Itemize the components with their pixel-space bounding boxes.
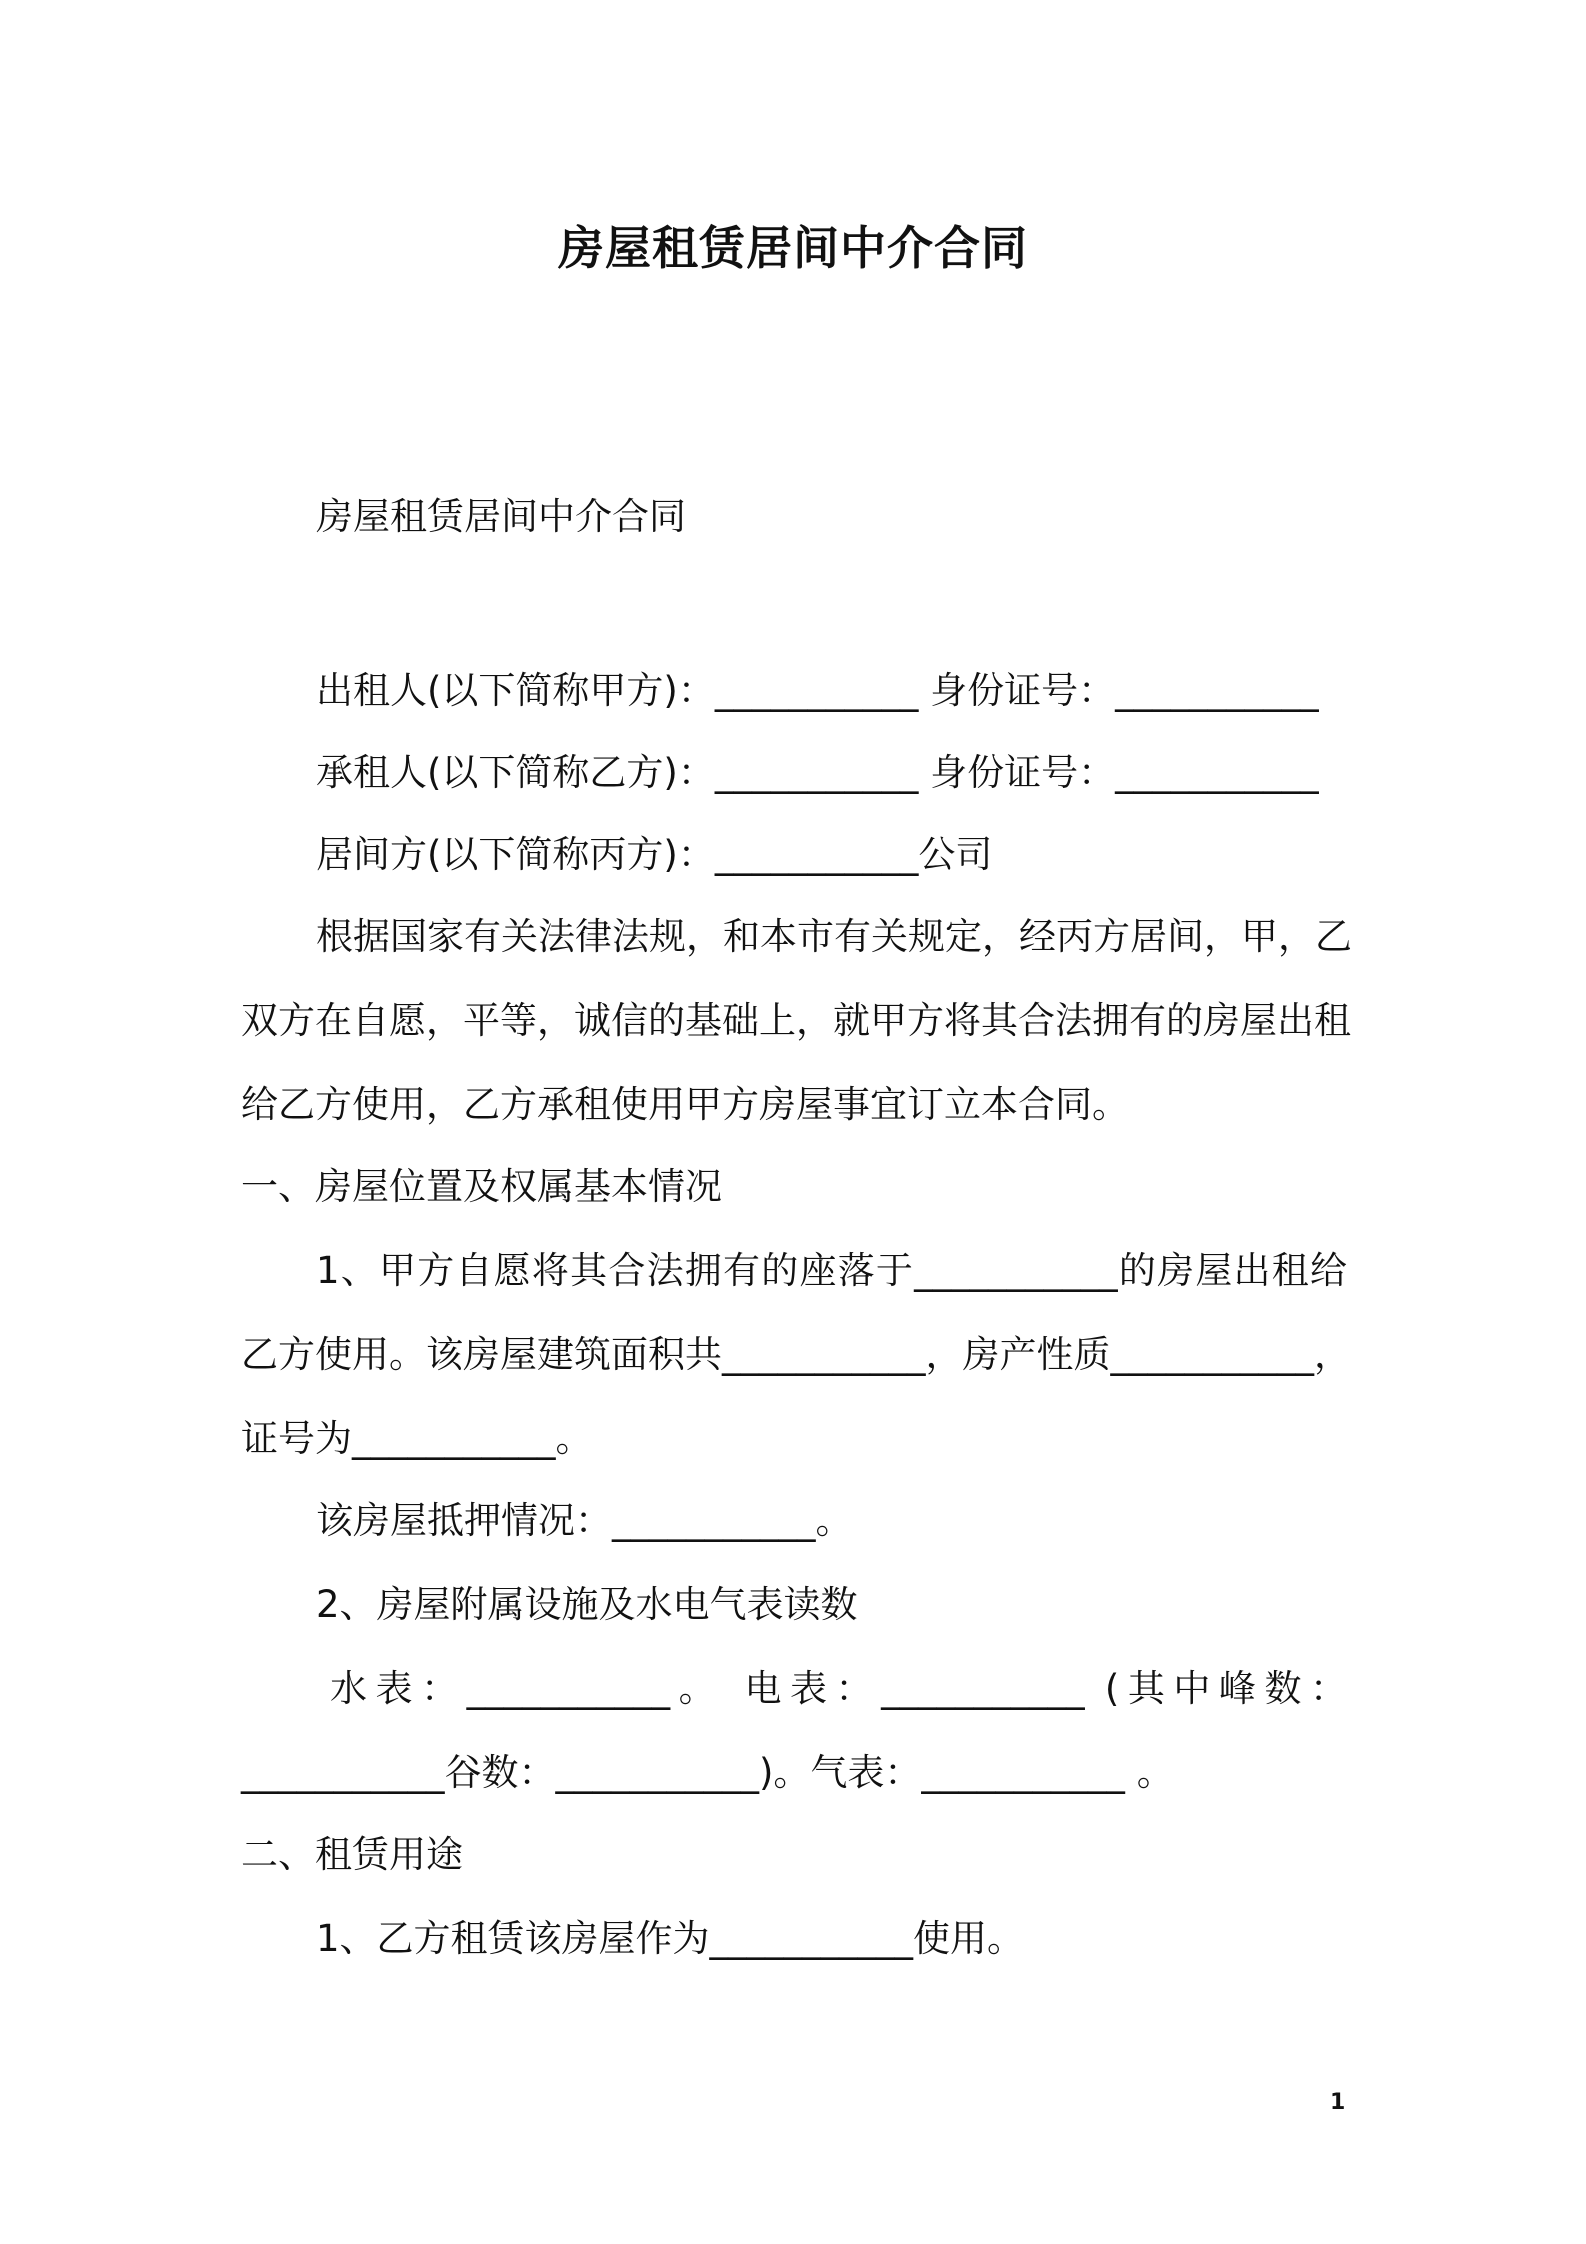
section-heading-1: 一、房屋位置及权属基本情况 [241, 1165, 722, 1208]
meter-line-2: ___________谷数：___________)。气表：___________ 。 [241, 1751, 1174, 1794]
lessor-line: 出租人(以下简称甲方)：___________ 身份证号：___________ [316, 669, 1319, 712]
clause-1-line-3: 证号为___________。 [241, 1417, 593, 1460]
document-title: 房屋租赁居间中介合同 [558, 221, 1028, 275]
section-heading-2: 二、租赁用途 [241, 1833, 463, 1876]
page-number: 1 [1330, 2090, 1346, 2115]
preamble-line-2: 双方在自愿，平等，诚信的基础上，就甲方将其合法拥有的房屋出租 [241, 999, 1351, 1042]
usage-line: 1、乙方租赁该房屋作为___________使用。 [316, 1917, 1025, 1960]
mortgage-line: 该房屋抵押情况：___________。 [316, 1499, 853, 1542]
lessee-line: 承租人(以下简称乙方)：___________ 身份证号：___________ [316, 751, 1319, 794]
clause-1-line-1: 1、甲方自愿将其合法拥有的座落于___________的房屋出租给 [316, 1249, 1347, 1292]
preamble-line-3: 给乙方使用，乙方承租使用甲方房屋事宜订立本合同。 [241, 1083, 1129, 1126]
intermediary-line: 居间方(以下简称丙方)：___________公司 [316, 833, 993, 876]
clause-1-line-2: 乙方使用。该房屋建筑面积共___________，房产性质___________， [241, 1333, 1351, 1376]
clause-2-heading: 2、房屋附属设施及水电气表读数 [316, 1583, 858, 1626]
subtitle-line: 房屋租赁居间中介合同 [316, 495, 686, 538]
meter-line-1: 水表：___________。 电表：___________ (其中峰数： [330, 1667, 1347, 1710]
preamble-line-1: 根据国家有关法律法规，和本市有关规定，经丙方居间，甲，乙 [316, 915, 1352, 958]
